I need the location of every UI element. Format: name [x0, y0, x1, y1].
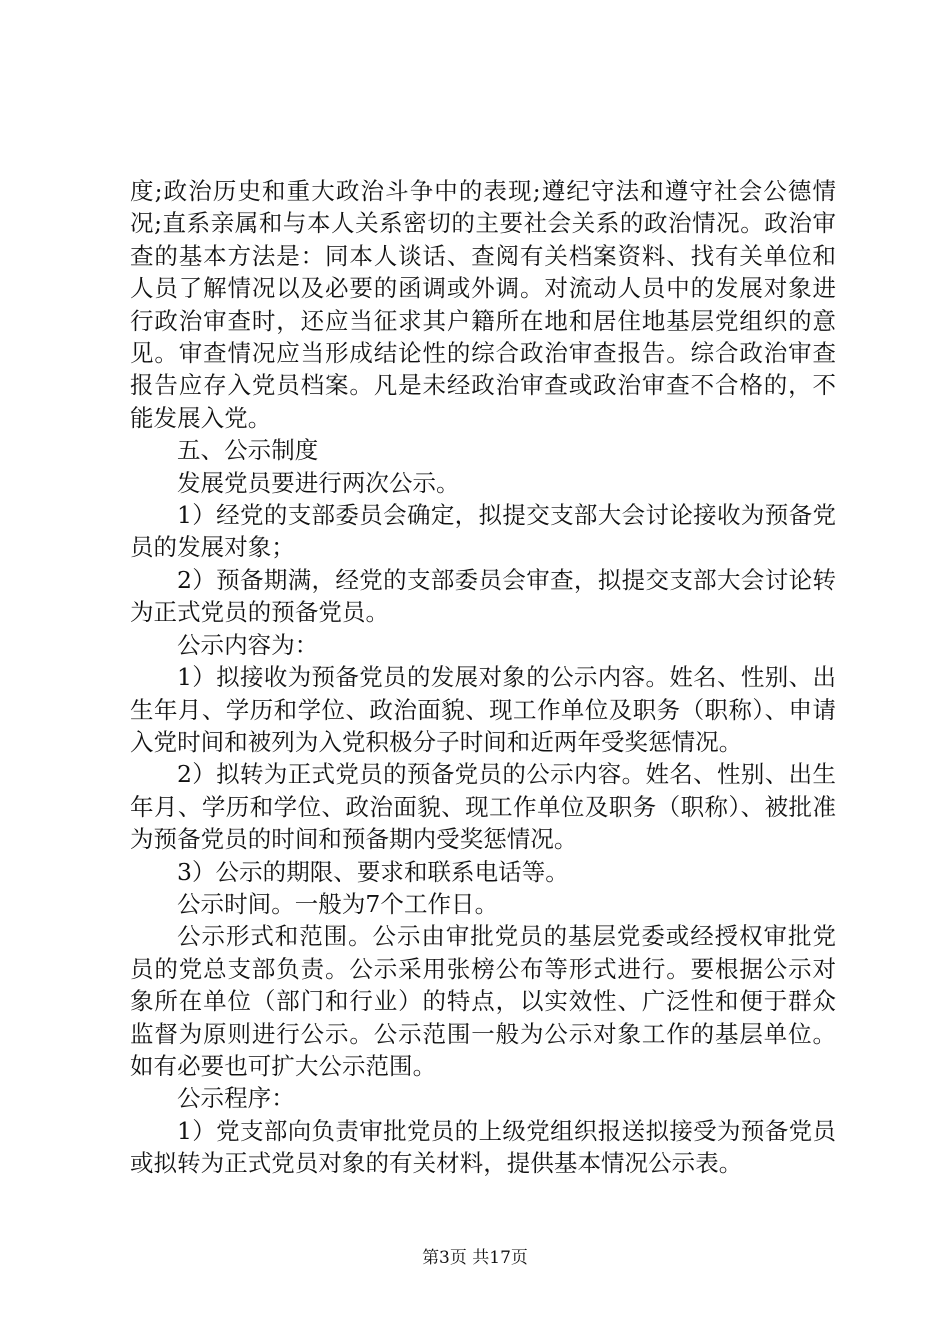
paragraph: 公示内容为：: [177, 630, 319, 659]
page-footer: [0, 1243, 950, 1268]
document-body: [130, 175, 836, 1180]
section-heading: 五、公示制度: [177, 436, 319, 465]
list-item: 1）拟接收为预备党员的发展对象的公示内容。姓名、性别、出生年月、学历和学位、政治面貌、现工作单位及职务（职称）、申请入党时间和被列为入党积极分子时间和近两年受奖惩情况。: [130, 663, 836, 756]
paragraph: 公示形式和范围。公示由审批党员的基层党委或经授权审批党员的党总支部负责。公示采用张榜公布等形式进行。要根据公示对象所在单位（部门和行业）的特点，以实效性、广泛性和便于群众监督为原则进行公示。公示范围一般为公示对象工作的基层单位。如有必要也可扩大公示范围。: [130, 922, 836, 1080]
page-number: 第3页 共17页: [422, 1248, 528, 1268]
paragraph: 度;政治历史和重大政治斗争中的表现;遵纪守法和遵守社会公德情况;直系亲属和与本人关系密切的主要社会关系的政治情况。政治审查的基本方法是：同本人谈话、查阅有关档案资料、找有关单位和人员了解情况以及必要的函调或外调。对流动人员中的发展对象进行政治审查时，还应当征求其户籍所在地和居住地基层党组织的意见。审查情况应当形成结论性的综合政治审查报告。综合政治审查报告应存入党员档案。凡是未经政治审查或政治审查不合格的，不能发展入党。: [130, 177, 836, 432]
list-item: 2）预备期满，经党的支部委员会审查，拟提交支部大会讨论转为正式党员的预备党员。: [130, 565, 836, 627]
paragraph: 发展党员要进行两次公示。: [177, 468, 460, 497]
list-item: 3）公示的期限、要求和联系电话等。: [177, 857, 569, 886]
list-item: 1）党支部向负责审批党员的上级党组织报送拟接受为预备党员或拟转为正式党员对象的有关材料，提供基本情况公示表。: [130, 1116, 836, 1178]
paragraph: 公示时间。一般为7个工作日。: [177, 889, 499, 918]
paragraph: 公示程序：: [177, 1084, 295, 1113]
list-item: 2）拟转为正式党员的预备党员的公示内容。姓名、性别、出生年月、学历和学位、政治面貌、现工作单位及职务（职称）、被批准为预备党员的时间和预备期内受奖惩情况。: [130, 760, 836, 854]
list-item: 1）经党的支部委员会确定，拟提交支部大会讨论接收为预备党员的发展对象；: [130, 501, 836, 562]
